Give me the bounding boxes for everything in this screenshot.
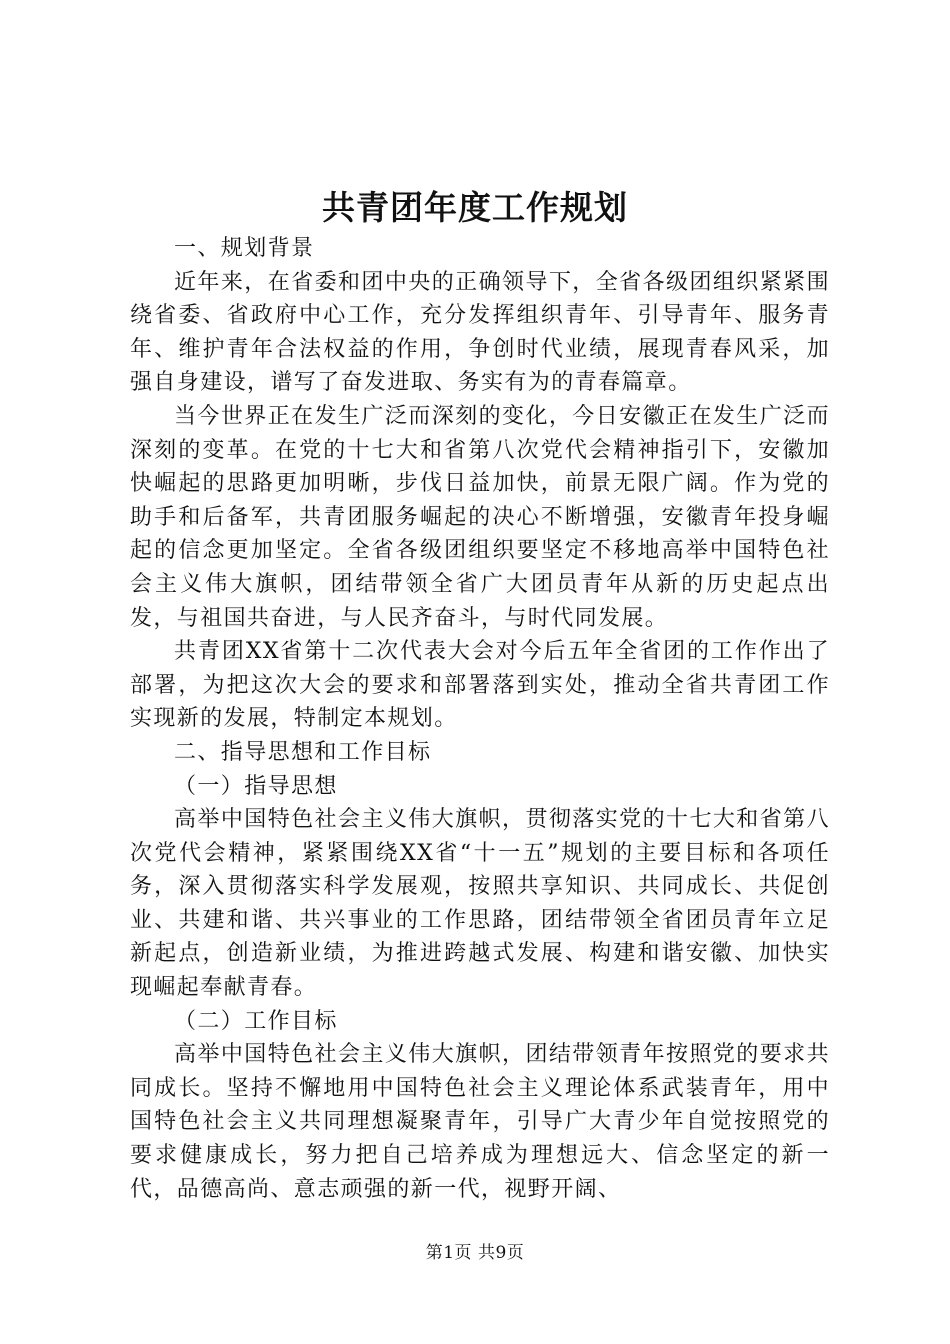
section-heading: 二、指导思想和工作目标	[174, 739, 432, 765]
subsection-heading: （一）指导思想	[174, 773, 338, 799]
subsection-heading: （二）工作目标	[174, 1008, 338, 1034]
paragraph: 共青团XX省第十二次代表大会对今后五年全省团的工作作出了部署，为把这次大会的要求和部署落到实处，推动全省共青团工作实现新的发展，特制定本规划。	[130, 639, 830, 732]
section-heading: 一、规划背景	[174, 236, 315, 261]
paragraph: 当今世界正在发生广泛而深刻的变化，今日安徽正在发生广泛而深刻的变革。在党的十七大和省第八次党代会精神指引下，安徽加快崛起的思路更加明晰，步伐日益加快，前景无限广阔。作为党的助手和后备军，共青团服务崛起的决心不断增强，安徽青年投身崛起的信念更加坚定。全省各级团组织要坚定不移地高举中国特色社会主义伟大旗帜，团结带领全省广大团员青年从新的历史起点出发，与祖国共奋进，与人民齐奋斗，与时代同发展。	[130, 403, 830, 631]
paragraph: 近年来，在省委和团中央的正确领导下，全省各级团组织紧紧围绕省委、省政府中心工作，充分发挥组织青年、引导青年、服务青年、维护青年合法权益的作用，争创时代业绩，展现青春风采，加强自身建设，谱写了奋发进取、务实有为的青春篇章。	[130, 269, 830, 396]
document-body	[130, 232, 830, 1206]
paragraph: 高举中国特色社会主义伟大旗帜，团结带领青年按照党的要求共同成长。坚持不懈地用中国特色社会主义理论体系武装青年，用中国特色社会主义共同理想凝聚青年，引导广大青少年自觉按照党的要求健康成长，努力把自己培养成为理想远大、信念坚定的新一代，品德高尚、意志顽强的新一代，视野开阔、	[130, 1042, 830, 1202]
document-title: 共青团年度工作规划	[322, 188, 628, 227]
page-footer: 第1页 共9页	[425, 1243, 525, 1263]
paragraph: 高举中国特色社会主义伟大旗帜，贯彻落实党的十七大和省第八次党代会精神，紧紧围绕XX省“十一五”规划的主要目标和各项任务，深入贯彻落实科学发展观，按照共享知识、共同成长、共促创业、共建和谐、共兴事业的工作思路，团结带领全省团员青年立足新起点，创造新业绩，为推进跨越式发展、构建和谐安徽、加快实现崛起奉献青春。	[130, 807, 830, 1001]
